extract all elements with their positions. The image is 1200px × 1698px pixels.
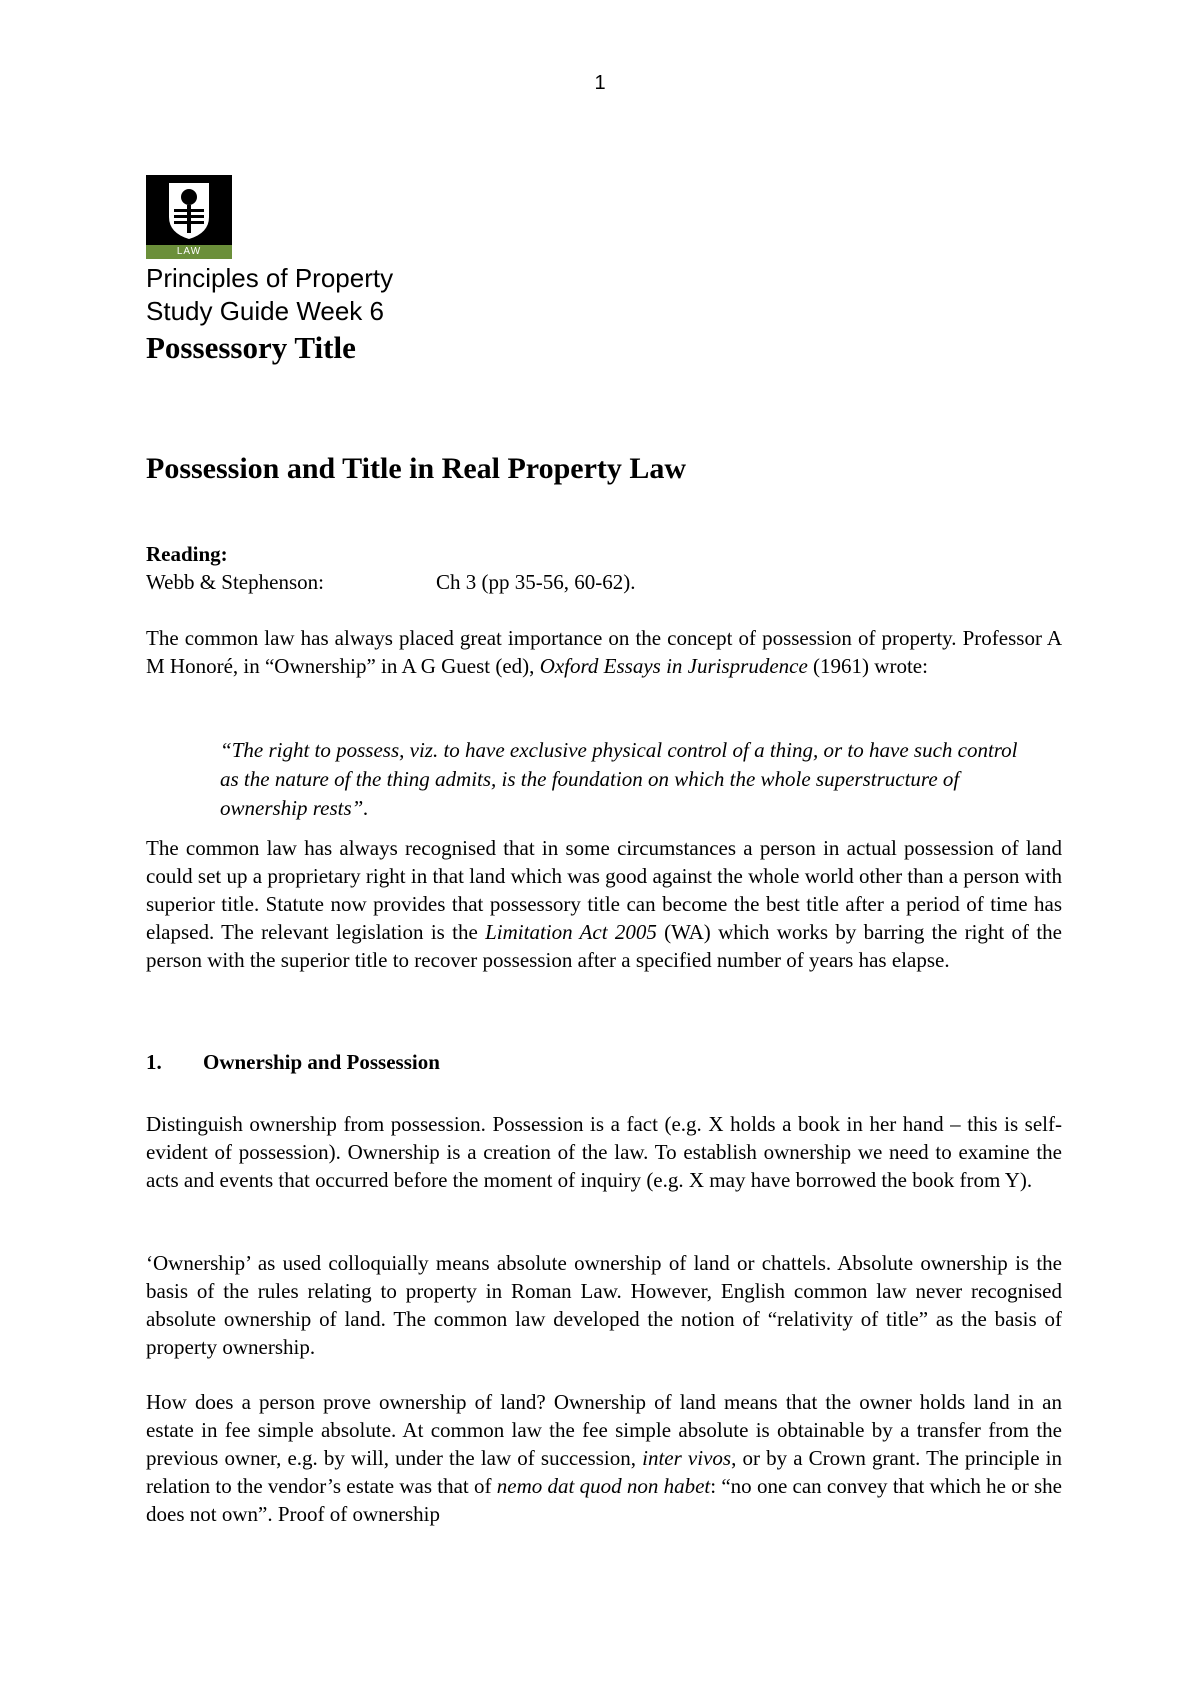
quote-text: The right to possess, viz. to have exclusive physical control of a thing, or to have such control as the nature of the thing admits, is the foundation on which the whole superstructure of ownership rests — [220, 738, 1018, 820]
topic-title: Possessory Title — [146, 330, 356, 365]
paragraph-5-text-b: , or by a Crown grant. The principle in relation to the vendor’s estate was that of — [146, 1446, 1063, 1498]
logo-band-text: LAW — [146, 245, 232, 259]
paragraph-5-text-a: How does a person prove ownership of land? Ownership of land means that the owner holds land in an estate in fee simple absolute. At common law the fee simple absolute is obtainable by a transfer from the previous owner, e.g. by will, under the law of succession, — [146, 1390, 1062, 1470]
paragraph-distinguish: Distinguish ownership from possession. Possession is a fact (e.g. X holds a book in her hand – this is self-evident of possession). Ownership is a creation of the law. To establish ownership we need to examine the acts and events that occurred before the moment of inquiry (e.g. X may have borrowed the book from Y). — [146, 1112, 1062, 1192]
paragraph-2-text-b: (WA) which works by barring the right of the person with the superior title to recover possession after a specified number of years has elapse. — [146, 920, 1063, 972]
reading-author: Webb & Stephenson: — [146, 570, 324, 594]
course-title — [146, 262, 393, 328]
paragraph-2-text-a: The common law has always recognised that in some circumstances a person in actual possession of land could set up a proprietary right in that land which was good against the whole world other than a person with superior title. Statute now provides that possessory title can become the best title after a period of time has elapsed. The relevant legislation is the — [146, 836, 1062, 944]
latin-nemo-dat: nemo dat quod non habet — [496, 1474, 711, 1498]
latin-inter-vivos: inter vivos — [642, 1446, 732, 1470]
paragraph-proof — [146, 1388, 1062, 1528]
quote-open: “ — [220, 738, 232, 762]
paragraph-ownership: ‘Ownership’ as used colloquially means absolute ownership of land or chattels. Absolute ownership is the basis of the rules relating to property in Roman Law. However, English common law never recognised absolute ownership of land. The common law developed the notion of “relativity of title” as the basis of property ownership. — [146, 1251, 1062, 1359]
paragraph-intro-text-a: The common law has always placed great importance on the concept of possession of property. Professor A M Honoré, in “Ownership” in A G Guest (ed), — [146, 626, 1062, 678]
reading-reference: Ch 3 (pp 35-56, 60-62). — [436, 570, 636, 594]
block-quote — [220, 736, 1040, 823]
law-school-logo — [146, 175, 232, 259]
act-title: Limitation Act 2005 — [485, 920, 657, 944]
heading-number: 1. — [146, 1050, 162, 1074]
study-guide-week: Study Guide Week 6 — [146, 296, 384, 326]
paragraph-5-text-c: : “no one can convey that which he or she does not own”. Proof of ownership — [146, 1474, 1062, 1526]
book-title: Oxford Essays in Jurisprudence — [539, 654, 808, 678]
crest-icon — [146, 175, 232, 245]
paragraph-intro-text-b: (1961) wrote: — [807, 654, 928, 678]
numbered-heading — [146, 1050, 440, 1075]
quote-close: ”. — [351, 796, 369, 820]
paragraph-intro — [146, 624, 1062, 680]
reading-label: Reading: — [146, 542, 228, 566]
heading-title: Ownership and Possession — [203, 1050, 440, 1074]
page-number: 1 — [594, 72, 606, 94]
paragraph-possessory-title — [146, 834, 1062, 974]
section-heading: Possession and Title in Real Property Law — [146, 452, 687, 485]
course-name: Principles of Property — [146, 263, 394, 293]
